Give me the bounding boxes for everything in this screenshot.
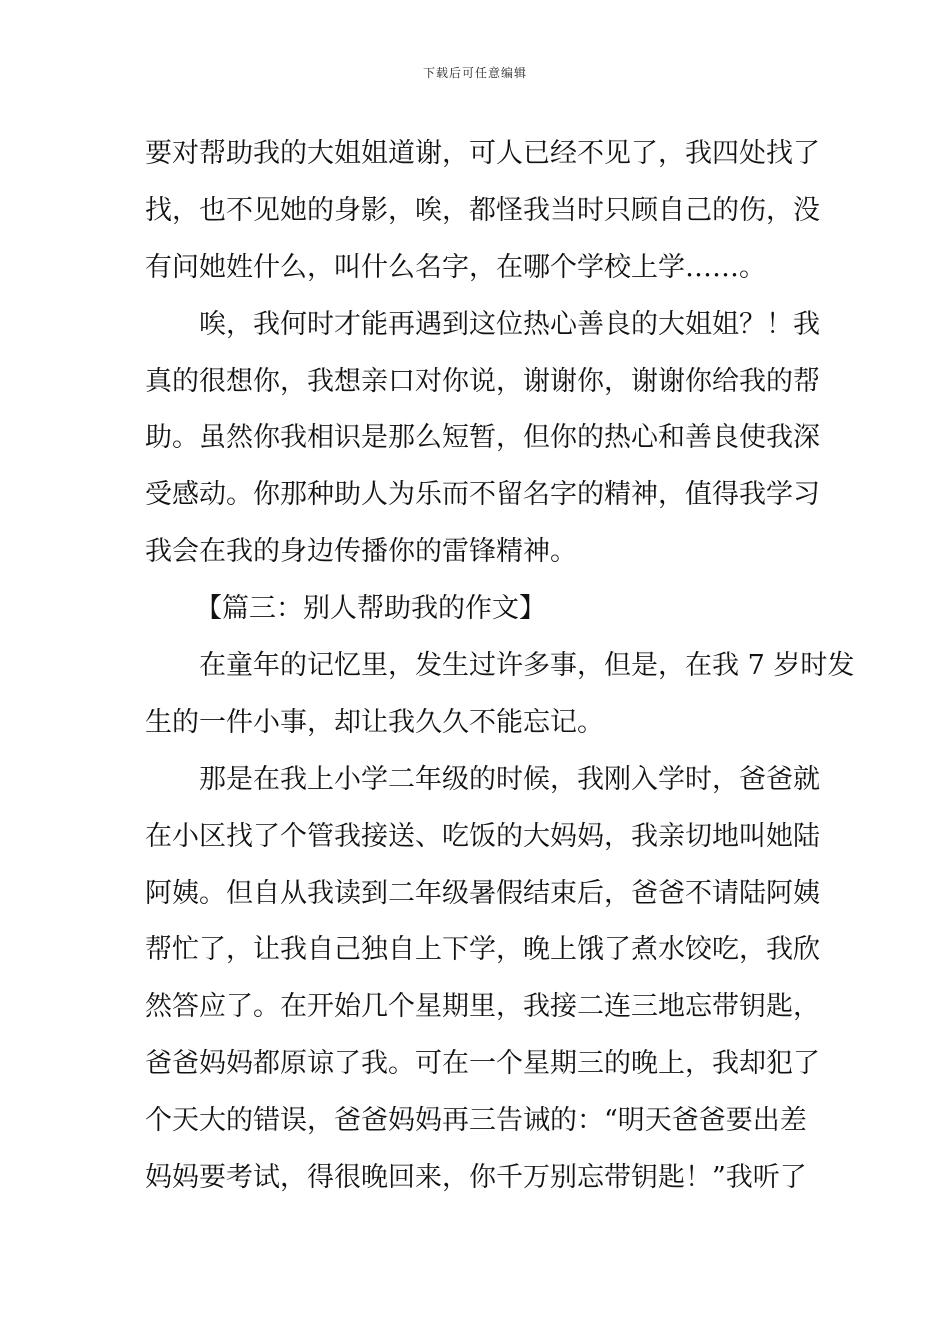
text-line: 妈妈要考试，得很晚回来，你千万别忘带钥匙！”我听了	[145, 1162, 807, 1194]
page-header-note: 下载后可任意编辑	[422, 66, 527, 80]
text-line: 在童年的记忆里，发生过许多事，但是，在我 7 岁时发	[199, 650, 855, 682]
text-line: 在小区找了个管我接送、吃饭的大妈妈，我亲切地叫她陆	[145, 820, 820, 852]
text-line: 受感动。你那种助人为乐而不留名字的精神，值得我学习	[145, 479, 820, 511]
document-body	[145, 126, 855, 1207]
text-line: 我会在我的身边传播你的雷锋精神。	[145, 536, 577, 568]
text-line: 帮忙了，让我自己独自上下学，晚上饿了煮水饺吃，我欣	[145, 934, 820, 966]
text-line: 那是在我上小学二年级的时候，我刚入学时，爸爸就	[199, 763, 820, 795]
text-line: 助。虽然你我相识是那么短暂，但你的热心和善良使我深	[145, 422, 820, 454]
text-line: 有问她姓什么，叫什么名字，在哪个学校上学……。	[145, 251, 766, 283]
text-line: 个天大的错误，爸爸妈妈再三告诫的：“明天爸爸要出差	[145, 1105, 807, 1137]
text-line: 爸爸妈妈都原谅了我。可在一个星期三的晚上，我却犯了	[145, 1048, 820, 1080]
text-line: 生的一件小事，却让我久久不能忘记。	[145, 706, 604, 738]
text-line: 找，也不见她的身影，唉，都怪我当时只顾自己的伤，没	[145, 194, 820, 226]
text-line: 阿姨。但自从我读到二年级暑假结束后，爸爸不请陆阿姨	[145, 877, 820, 909]
section-heading: 【篇三：别人帮助我的作文】	[195, 593, 546, 625]
text-line: 真的很想你，我想亲口对你说，谢谢你，谢谢你给我的帮	[145, 365, 820, 397]
text-line: 唉，我何时才能再遇到这位热心善良的大姐姐？！我	[199, 308, 820, 340]
text-line: 要对帮助我的大姐姐道谢，可人已经不见了，我四处找了	[145, 138, 820, 169]
text-line: 然答应了。在开始几个星期里，我接二连三地忘带钥匙，	[145, 991, 820, 1023]
